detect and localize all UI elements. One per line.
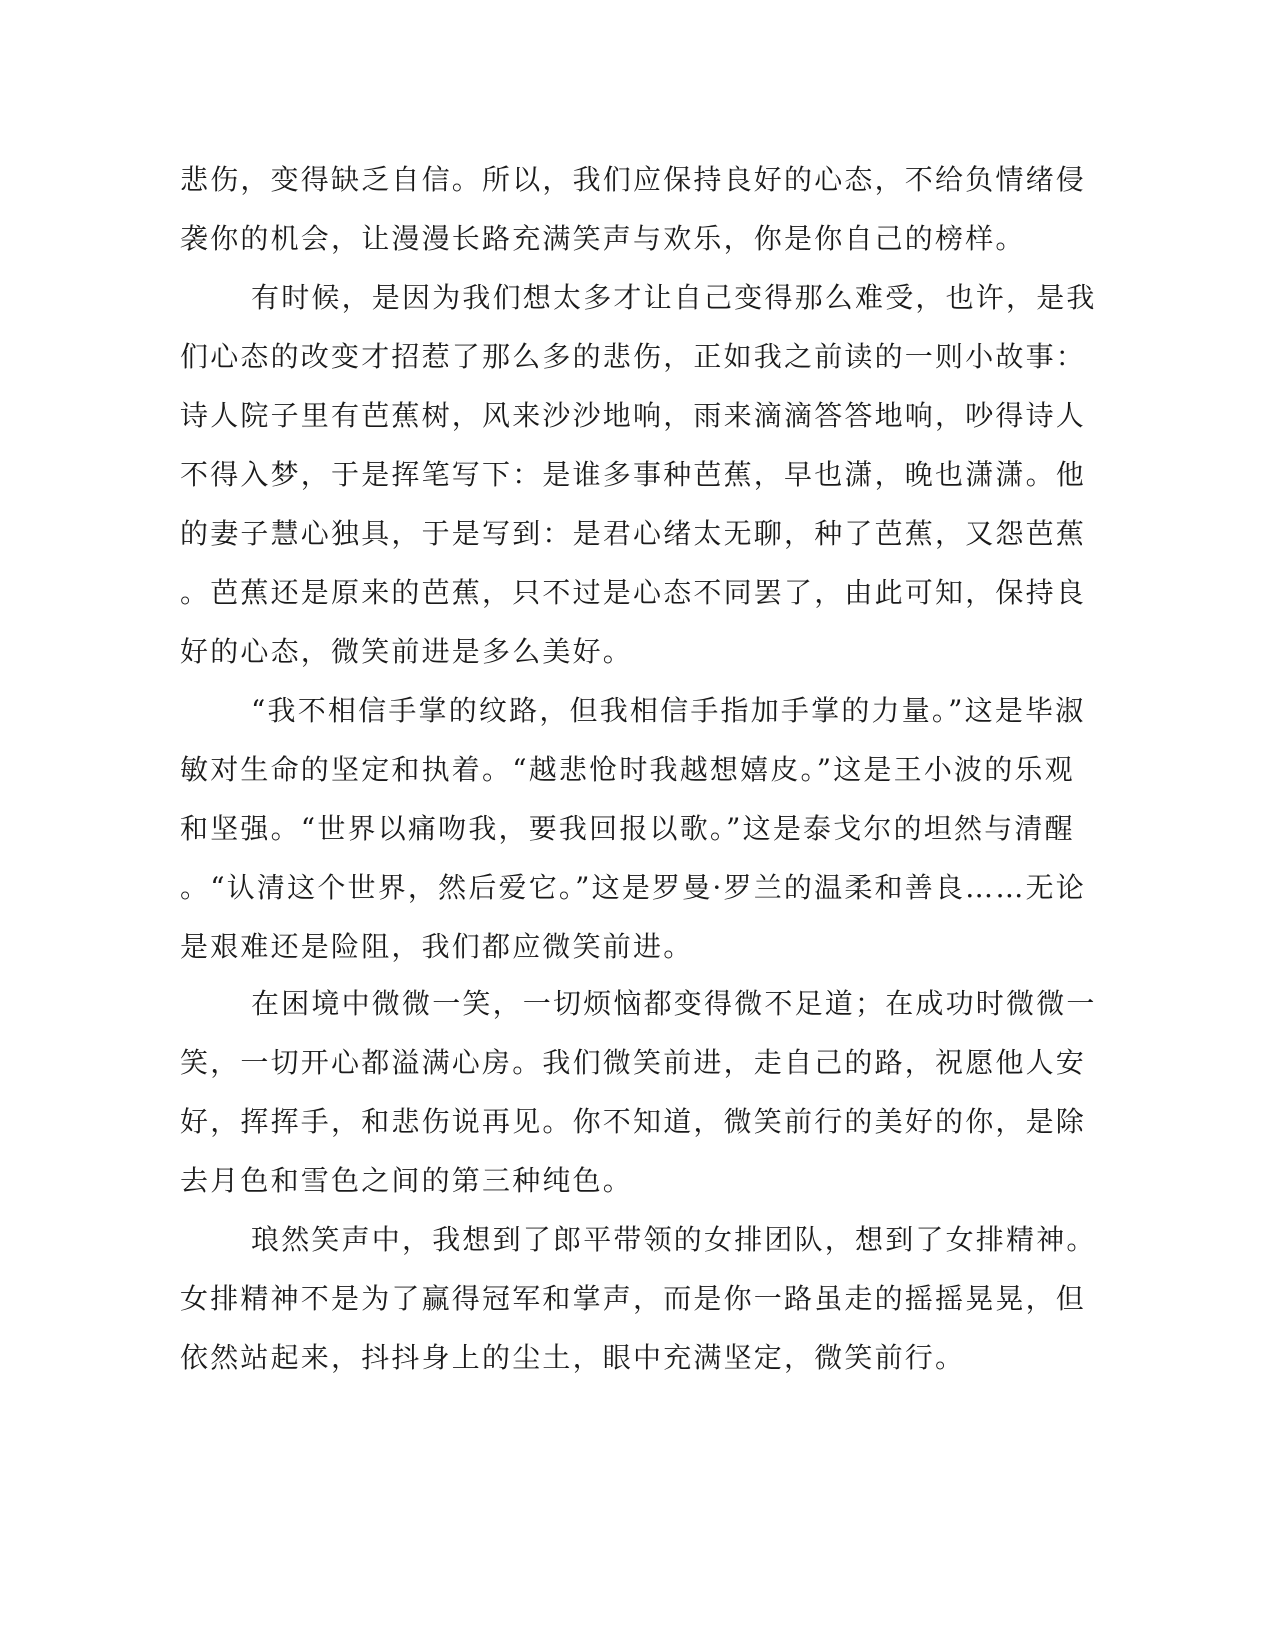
text-line: 不得入梦，于是挥笔写下：是谁多事种芭蕉，早也潇，晚也潇潇。他 <box>180 458 1087 491</box>
text-line: 女排精神不是为了赢得冠军和掌声，而是你一路虽走的摇摇晃晃，但 <box>180 1282 1087 1315</box>
text-line: 是艰难还是险阻，我们都应微笑前进。 <box>180 930 694 963</box>
text-line: 。芭蕉还是原来的芭蕉，只不过是心态不同罢了，由此可知，保持良 <box>180 576 1087 609</box>
text-line: 袭你的机会，让漫漫长路充满笑声与欢乐，你是你自己的榜样。 <box>180 222 1026 255</box>
text-line: 依然站起来，抖抖身上的尘土，眼中充满坚定，微笑前行。 <box>180 1341 966 1374</box>
text-line: 敏对生命的坚定和执着。“越悲怆时我越想嬉皮。”这是王小波的乐观 <box>180 753 1075 786</box>
text-line: 和坚强。“世界以痛吻我，要我回报以歌。”这是泰戈尔的坦然与清醒 <box>180 812 1075 845</box>
text-line: 的妻子慧心独具，于是写到：是君心绪太无聊，种了芭蕉，又怨芭蕉 <box>180 517 1087 550</box>
paragraph-first-line: “我不相信手掌的纹路，但我相信手指加手掌的力量。”这是毕淑 <box>251 694 1086 727</box>
text-line: 去月色和雪色之间的第三种纯色。 <box>180 1164 634 1197</box>
text-line: 。“认清这个世界，然后爱它。”这是罗曼·罗兰的温柔和善良……无论 <box>180 871 1086 904</box>
text-line: 笑，一切开心都溢满心房。我们微笑前进，走自己的路，祝愿他人安 <box>180 1046 1087 1079</box>
text-line: 悲伤，变得缺乏自信。所以，我们应保持良好的心态，不给负情绪侵 <box>180 163 1087 196</box>
text-line: 诗人院子里有芭蕉树，风来沙沙地响，雨来滴滴答答地响，吵得诗人 <box>180 399 1087 432</box>
text-line: 们心态的改变才招惹了那么多的悲伤，正如我之前读的一则小故事： <box>180 340 1087 373</box>
paragraph-first-line: 有时候，是因为我们想太多才让自己变得那么难受，也许，是我 <box>251 281 1097 314</box>
paragraph-first-line: 在困境中微微一笑，一切烦恼都变得微不足道；在成功时微微一 <box>251 987 1097 1020</box>
paragraph-first-line: 琅然笑声中，我想到了郎平带领的女排团队，想到了女排精神。 <box>251 1223 1097 1256</box>
text-line: 好的心态，微笑前进是多么美好。 <box>180 635 634 668</box>
text-line: 好，挥挥手，和悲伤说再见。你不知道，微笑前行的美好的你，是除 <box>180 1105 1087 1138</box>
